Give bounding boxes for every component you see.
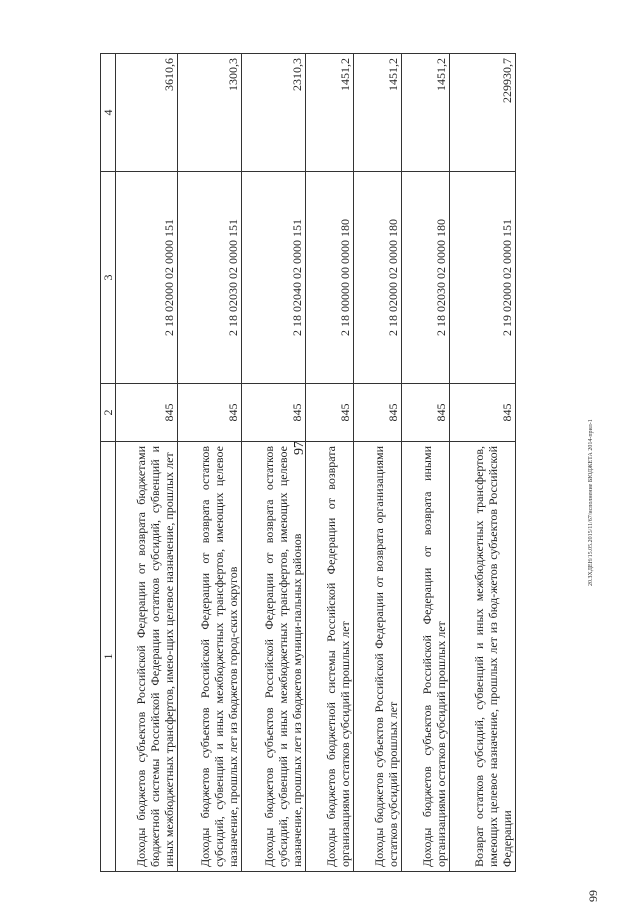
table-row (242, 54, 306, 872)
row-budget-code: 2 18 02000 02 0000 180 (354, 172, 402, 384)
row-description: Доходы бюджетов субъектов Российской Федерации от возврата организациями остатков субсидий прошлых лет (354, 442, 402, 872)
row-admin-code: 845 (354, 384, 402, 442)
row-description: Доходы бюджетов субъектов Российской Федерации от возврата бюджетами бюджетной системы Российской Федерации остатков субсидий, субвенций и иных межбюджетных трансфертов, имею-щих целевое назначение, прошлых лет (116, 442, 178, 872)
row-amount: 1451,2 (402, 54, 450, 172)
table-row (178, 54, 242, 872)
page-number: 97 (292, 441, 307, 455)
table-row (116, 54, 178, 872)
row-admin-code: 845 (450, 384, 516, 442)
footer-file-path: 20.ЗХДЕН/15.05.2015/11/67/исполнение БЮДЖЕТА 2014-прил-1 (588, 419, 594, 586)
row-amount: 1451,2 (306, 54, 354, 172)
row-admin-code: 845 (306, 384, 354, 442)
revenue-table (100, 53, 516, 872)
row-budget-code: 2 18 02040 02 0000 151 (242, 172, 306, 384)
table-header-row (101, 54, 116, 872)
row-description: Доходы бюджетов субъектов Российской Федерации от возврата остатков субсидий, субвенций и иных межбюджетных трансфертов, имеющих целевое назначение, прошлых лет из бюджетов муници-пальных районов (242, 442, 306, 872)
row-description: Доходы бюджетов субъектов Российской Федерации от возврата иными организациями остатков субсидий прошлых лет (402, 442, 450, 872)
row-budget-code: 2 18 02030 02 0000 180 (402, 172, 450, 384)
row-admin-code: 845 (116, 384, 178, 442)
table-row (402, 54, 450, 872)
row-budget-code: 2 18 02000 02 0000 151 (116, 172, 178, 384)
row-description: Доходы бюджетов субъектов Российской Федерации от возврата остатков субсидий, субвенций и иных межбюджетных трансфертов, имеющих целевое назначение, прошлых лет из бюджетов город-ских округов (178, 442, 242, 872)
table-row (306, 54, 354, 872)
bottom-page-number: 99 (586, 890, 600, 902)
row-description: Возврат остатков субсидий, субвенций и иных межбюджетных трансфертов, имеющих целевое назначение, прошлых лет из бюд-жетов субъектов Российской Федерации (450, 442, 516, 872)
row-description: Доходы бюджетов бюджетной системы Российской Федерации от возврата организациями остатков субсидий прошлых лет (306, 442, 354, 872)
row-amount: 2310,3 (242, 54, 306, 172)
header-col-1: 1 (101, 442, 116, 872)
header-col-4: 4 (101, 54, 116, 172)
row-amount: 1451,2 (354, 54, 402, 172)
row-admin-code: 845 (402, 384, 450, 442)
header-col-2: 2 (101, 384, 116, 442)
row-budget-code: 2 18 00000 00 0000 180 (306, 172, 354, 384)
header-col-3: 3 (101, 172, 116, 384)
row-amount: 1300,3 (178, 54, 242, 172)
row-budget-code: 2 19 02000 02 0000 151 (450, 172, 516, 384)
row-budget-code: 2 18 02030 02 0000 151 (178, 172, 242, 384)
row-admin-code: 845 (242, 384, 306, 442)
row-admin-code: 845 (178, 384, 242, 442)
table-row (354, 54, 402, 872)
row-amount: 3610,6 (116, 54, 178, 172)
revenue-table-container (100, 54, 544, 872)
row-amount: 229930,7 (450, 54, 516, 172)
table-row (450, 54, 516, 872)
